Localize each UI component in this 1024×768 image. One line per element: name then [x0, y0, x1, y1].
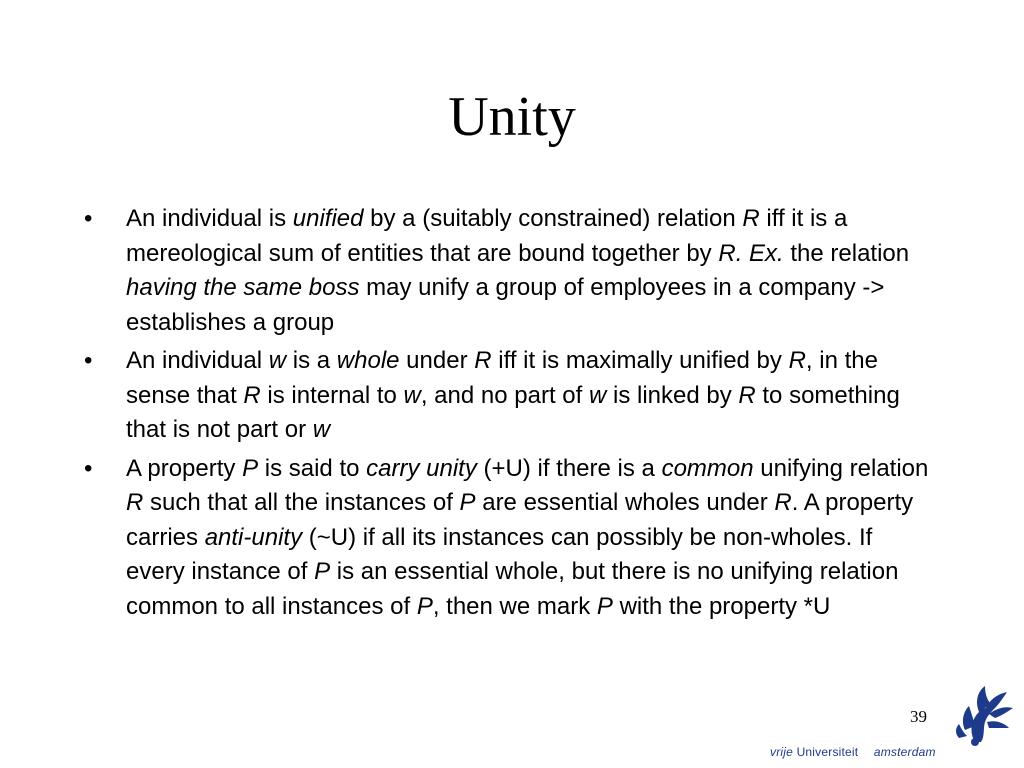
brand-universiteit: Universiteit [796, 745, 859, 759]
italic-text-run: whole [336, 347, 400, 374]
text-run: A property [126, 454, 243, 482]
brand-vrije: vrije [770, 745, 794, 759]
text-run: by a (suitably constrained) relation [363, 205, 743, 232]
text-run: such that all the instances of [143, 489, 460, 516]
bullet-marker: • [84, 205, 93, 232]
italic-text-run: unified [292, 205, 364, 232]
page-number: 39 [910, 707, 927, 726]
text-run: may unify a group of employees in a company -> establishes a group [126, 274, 885, 336]
text-run: , in the sense that [126, 347, 878, 409]
italic-text-run: anti-unity [204, 523, 303, 551]
text-run: iff it is maximally unified by [491, 347, 789, 374]
text-run: unifying relation [753, 454, 929, 482]
slide-title: Unity [448, 86, 576, 148]
italic-text-run: P [459, 489, 476, 516]
bullet-marker: • [84, 454, 93, 482]
italic-text-run: P [242, 454, 259, 482]
bullet-item [84, 452, 934, 625]
bullet-item [84, 202, 934, 340]
text-run: is internal to [260, 381, 404, 409]
italic-text-run: P [314, 558, 331, 585]
italic-text-run: R [742, 205, 760, 232]
bullet-item [84, 344, 934, 448]
text-run: with the property *U [612, 592, 831, 620]
italic-text-run: P [416, 592, 433, 620]
text-run: An individual is [126, 205, 293, 232]
griffin-logo-icon [945, 682, 1015, 746]
italic-text-run: P [596, 592, 613, 620]
text-run: is linked by [606, 381, 739, 409]
italic-text-run: w [403, 381, 421, 409]
text-run: is an essential whole, but there is no unifying relation common to all instances of [126, 558, 899, 620]
bullet-marker: • [84, 347, 93, 374]
text-run: . A property carries [126, 489, 914, 551]
text-run: (~U) if all its instances can possibly be non-wholes. If every instance of [126, 523, 873, 585]
brand-amsterdam: amsterdam [873, 745, 936, 759]
italic-text-run: w [268, 347, 287, 374]
italic-text-run: R [774, 489, 792, 516]
text-run: is said to [258, 454, 367, 482]
italic-text-run: having the same boss [126, 274, 360, 301]
text-run: to something that is not part or [126, 381, 900, 443]
text-run: the relation [783, 239, 910, 267]
italic-text-run: w [312, 416, 331, 443]
text-run: under [399, 347, 475, 374]
italic-text-run: R [738, 381, 756, 409]
text-run: , then we mark [432, 592, 597, 620]
text-run: is a [286, 347, 337, 374]
italic-text-run: R. Ex. [718, 239, 784, 267]
italic-text-run: common [661, 454, 754, 482]
text-run: are essential wholes under [475, 489, 775, 516]
italic-text-run: w [588, 381, 607, 409]
italic-text-run: carry unity [366, 454, 477, 482]
italic-text-run: R [788, 347, 806, 374]
text-run: , and no part of [420, 381, 589, 409]
italic-text-run: R [126, 489, 144, 516]
italic-text-run: R [243, 381, 261, 409]
text-run: An individual [126, 347, 269, 374]
italic-text-run: R [474, 347, 492, 374]
text-run: iff it is a mereological sum of entities that are bound together by [126, 205, 848, 267]
university-brand [770, 745, 936, 759]
bullet-list [84, 202, 934, 628]
text-run: (+U) if there is a [476, 454, 662, 482]
